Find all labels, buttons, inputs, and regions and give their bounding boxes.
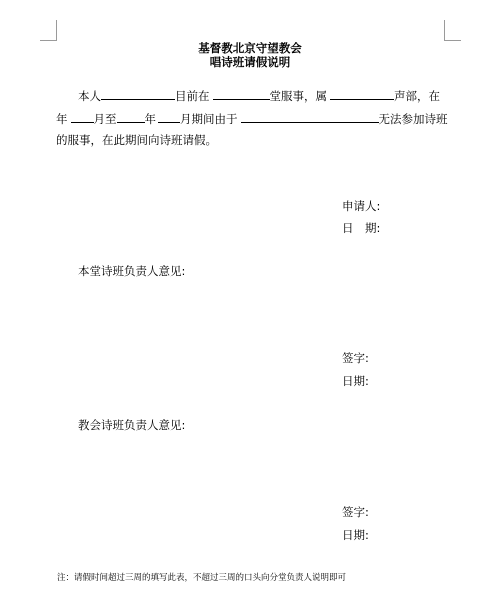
- body-text: 月期间由于: [180, 112, 238, 126]
- body-line-3: 的服事，在此期间向诗班请假。: [56, 133, 217, 147]
- choir-leader-date-label: 日期:: [342, 528, 369, 542]
- body-text: 无法参加诗班: [378, 112, 448, 126]
- applicant-label: 申请人:: [342, 199, 381, 213]
- church-wide-choir-leader-opinion-label: 教会诗班负责人意见:: [78, 418, 186, 432]
- choir-leader-signature-label: 签字:: [342, 505, 369, 519]
- end-month-start-blank[interactable]: [117, 111, 145, 123]
- body-text: 堂服事，属: [269, 89, 327, 103]
- body-text: 年: [56, 112, 68, 126]
- applicant-date-label: 日 期:: [342, 221, 381, 235]
- body-text: 声部，在: [394, 89, 440, 103]
- body-text: 年: [144, 112, 156, 126]
- church-leader-date-label: 日期:: [342, 374, 369, 388]
- start-year-blank[interactable]: [71, 111, 94, 123]
- voice-part-blank[interactable]: [330, 88, 394, 100]
- church-choir-leader-opinion-label: 本堂诗班负责人意见:: [78, 264, 186, 278]
- body-line-2: [56, 111, 448, 126]
- footnote: 注：请假时间超过三周的填写此表，不超过三周的口头向分堂负责人说明即可: [57, 573, 347, 583]
- body-line-1: [78, 88, 440, 103]
- crop-mark-top-left: [40, 20, 57, 41]
- reason-blank[interactable]: [241, 111, 379, 123]
- body-text: 月至: [93, 112, 117, 126]
- name-blank[interactable]: [101, 88, 175, 100]
- document-title: 唱诗班请假说明: [209, 55, 291, 69]
- end-year-blank[interactable]: [158, 111, 180, 123]
- document-title-org: 基督教北京守望教会: [198, 41, 302, 55]
- church-leader-signature-label: 签字:: [342, 351, 369, 365]
- body-text: 目前在: [175, 89, 210, 103]
- church-blank[interactable]: [213, 88, 270, 100]
- body-text: 本人: [78, 89, 101, 103]
- crop-mark-top-right: [444, 20, 461, 41]
